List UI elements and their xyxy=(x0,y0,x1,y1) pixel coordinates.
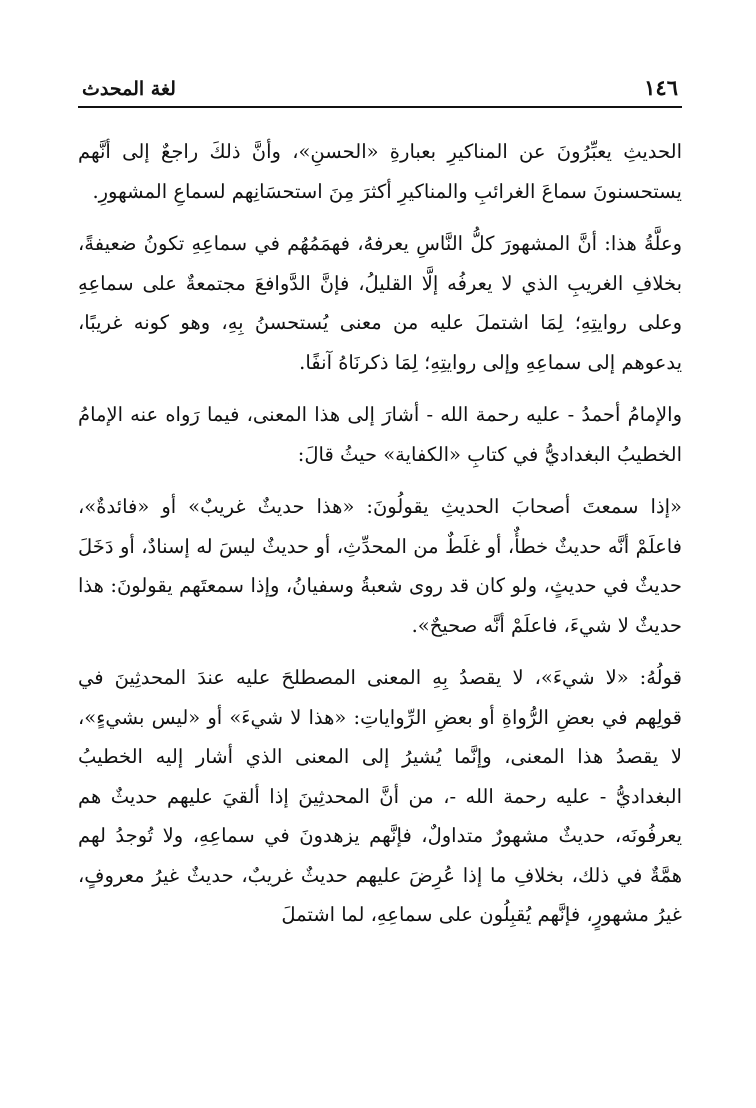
paragraph-1: الحديثِ يعبِّرُونَ عن المناكيرِ بعبارةِ «الحسنِ»، وأنَّ ذلكَ راجعٌ إلى أنَّهم يستحسنونَ سماعَ الغرائبِ والمناكيرِ أكثرَ مِنَ استحسَانِهم لسماعِ المشهورِ. xyxy=(78,140,682,203)
running-title: لغة المحدث xyxy=(82,78,176,100)
paragraph-5: قولُهُ: «لا شيءَ»، لا يقصدُ بِهِ المعنى المصطلحَ عليه عندَ المحدثِينَ في قولِهم في بعضِ الرُّواةِ أو بعضِ الرِّواياتِ: «هذا لا شيءَ» أو «ليس بشيءٍ»، لا يقصدُ هذا المعنى، وإنَّما يُشيرُ إلى المعنى الذي أشار إليه الخطيبُ البغداديُّ - عليه رحمة الله -، من أنَّ المحدثِينَ إذا ألقيَ عليهم حديثٌ هم يعرفُونَه، حديثٌ مشهورٌ متداولٌ، فإنَّهم يزهدونَ في سماعِهِ، ولا تُوجدُ لهم همَّةٌ في ذلك، بخلافِ ما إذا عُرِضَ عليهم حديثٌ غريبٌ، حديثٌ غيرُ معروفٍ، غيرُ مشهورٍ، فإنَّهم يُقبِلُون على سماعِهِ، لما اشتملَ xyxy=(78,666,682,926)
paragraph-3: والإمامُ أحمدُ - عليه رحمة الله - أشارَ إلى هذا المعنى، فيما رَواه عنه الإمامُ الخطيبُ البغداديُّ في كتابِ «الكفاية» حيثُ قالَ: xyxy=(78,403,682,466)
paragraph-2: وعلَّةُ هذا: أنَّ المشهورَ كلُّ النَّاسِ يعرفهُ، فهمَمُهُم في سماعِهِ تكونُ ضعيفةً، بخلافِ الغريبِ الذي لا يعرفُه إلَّا القليلُ، فإنَّ الدَّوافعَ مجتمعةٌ على سماعِهِ وعلى روايتِهِ؛ لِمَا اشتملَ عليه من معنى يُستحسنُ بِهِ، وهو كونه غريبًا، يدعوهم إلى سماعِهِ وإلى روايتِهِ؛ لِمَا ذكرنَاهُ آنفًا. xyxy=(78,232,682,374)
page-body xyxy=(78,132,682,935)
page-number: ١٤٦ xyxy=(644,75,678,100)
page-header xyxy=(78,60,682,108)
paragraph-4-quote: «إذا سمعتَ أصحابَ الحديثِ يقولُونَ: «هذا حديثٌ غريبٌ» أو «فائدةٌ»، فاعلَمْ أنَّه حديثٌ خطأٌ، أو غلَطٌ من المحدِّثِ، أو حديثٌ ليسَ له إسنادٌ، أو دَخَلَ حديثٌ في حديثٍ، ولو كان قد روى شعبةُ وسفيانُ، وإذا سمعتَهم يقولونَ: هذا حديثٌ لا شيءَ، فاعلَمْ أنَّه صحيحٌ». xyxy=(78,495,682,637)
book-page xyxy=(78,60,682,1080)
